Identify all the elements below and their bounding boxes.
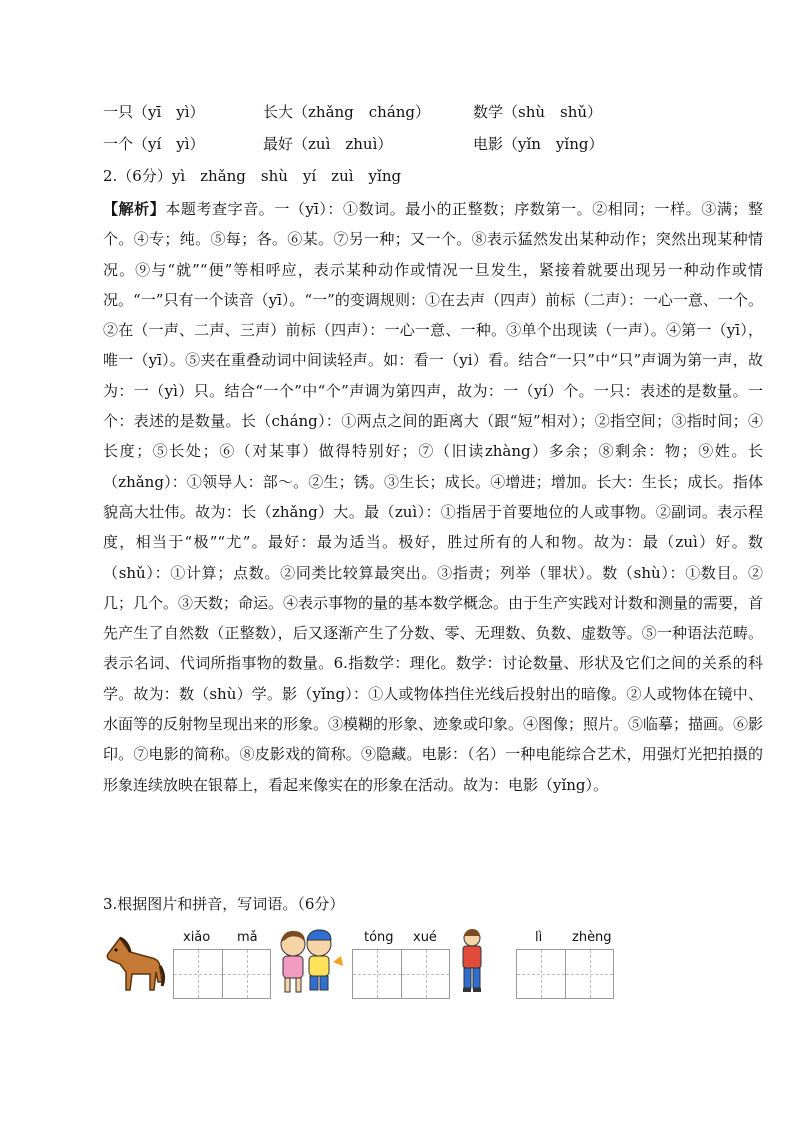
writing-cell[interactable] (174, 950, 222, 998)
writing-grid-1[interactable] (173, 949, 271, 999)
analysis-tag: 【解析】 (103, 200, 166, 218)
writing-cell[interactable] (353, 950, 401, 998)
analysis-body: 本题考查字音。一（yī）：①数词。最小的正整数；序数第一。②相同；一样。③满；整个。④专；纯。⑤每；各。⑥某。⑦另一种；又一个。⑧表示猛然发出某种动作；突然出现某种情况。⑨与“就”“便”等相呼应，表示某种动作或情况一旦发生，紧接着就要出现另一种动作或情况。“一”只有一个读音（yī）。“一”的变调规则：①在去声（四声）前标（二声）：一心一意、一个。②在（一声、二声、三声）前标（四声）：一心一意、一种。③单个出现读（一声）。④第一（yī），唯一（yī）。⑤夹在重叠动词中间读轻声。如：看一（yi）看。结合“一只”中“只”声调为第一声，故为：一（yì）只。结合“一个”中“个”声调为第四声，故为：一（yí）个。一只：表述的是数量。一个：表述的是数量。长（cháng）：①两点之间的距离大（跟“短”相对）；②指空间；③指时间；④长度；⑤长处；⑥（对某事）做得特别好；⑦（旧读zhàng）多余；⑧剩余：物；⑨姓。长（zhǎng）：①领导人：部～。②生；锈。③生长；成长。④增进；增加。长大：生长；成长。指体貌高大壮伟。故为：长（zhǎng）大。最（zuì）：①指居于首要地位的人或事物。②副词。表示程度，相当于“极”“尤”。最好：最为适当。极好，胜过所有的人和物。故为：最（zuì）好。数（shǔ）：①计算；点数。②同类比较算最突出。③指责；列举（罪状）。数（shù）：①数目。②几；几个。③天数；命运。④表示事物的量的基本数学概念。由于生产实践对计数和测量的需要，首先产生了自然数（正整数），后又逐渐产生了分数、零、无理数、负数、虚数等。⑤一种语法范畴。表示名词、代词所指事物的数量。6.指数学：理化。数学：讨论数量、形状及它们之间的关系的科学。故为：数（shù）学。影（yǐng）：①人或物体挡住光线后投射出的暗像。②人或物体在镜中、水面等的反射物呈现出来的形象。③模糊的形象、迹象或印象。④图像；照片。⑤临摹；描画。⑥影印。⑦电影的简称。⑧皮影戏的简称。⑨隐藏。电影：（名）一种电能综合艺术，用强灯光把拍摄的形象连续放映在银幕上，看起来像实在的形象在活动。故为：电影（yǐng）。 (103, 200, 764, 794)
writing-cell[interactable] (222, 950, 270, 998)
analysis-paragraph (103, 194, 763, 800)
boy-standing-picture (458, 928, 486, 996)
pair-row-1 (0, 101, 794, 123)
pair-dianying: 电影（yǐn yǐng） (473, 135, 604, 153)
writing-cell[interactable] (517, 950, 565, 998)
pinyin-tong: tóng (364, 930, 394, 945)
pinyin-zheng: zhèng (572, 930, 612, 945)
pinyin-xiao: xiǎo (183, 930, 211, 945)
pair-zhangda: 长大（zhǎng cháng） (263, 103, 431, 121)
writing-cell[interactable] (401, 950, 449, 998)
pinyin-ma: mǎ (237, 930, 258, 945)
pair-row-2 (0, 133, 794, 155)
writing-cell[interactable] (565, 950, 613, 998)
pair-yizhi: 一只（yī yì） (103, 103, 205, 121)
writing-grid-2[interactable] (352, 949, 450, 999)
pair-zuihao: 最好（zuì zhuì） (263, 135, 393, 153)
q3-heading: 3.根据图片和拼音，写词语。（6分） (103, 895, 345, 913)
pair-yige: 一个（yí yì） (103, 135, 205, 153)
horse-picture (100, 932, 166, 996)
writing-grid-3[interactable] (516, 949, 614, 999)
pair-shuxue: 数学（shù shǔ） (473, 103, 603, 121)
children-picture (271, 926, 347, 998)
q2-heading: 2.（6分）yì zhǎng shù yí zuì yǐng (103, 167, 402, 185)
pinyin-li: lì (535, 930, 543, 945)
pinyin-xue: xué (413, 930, 437, 945)
